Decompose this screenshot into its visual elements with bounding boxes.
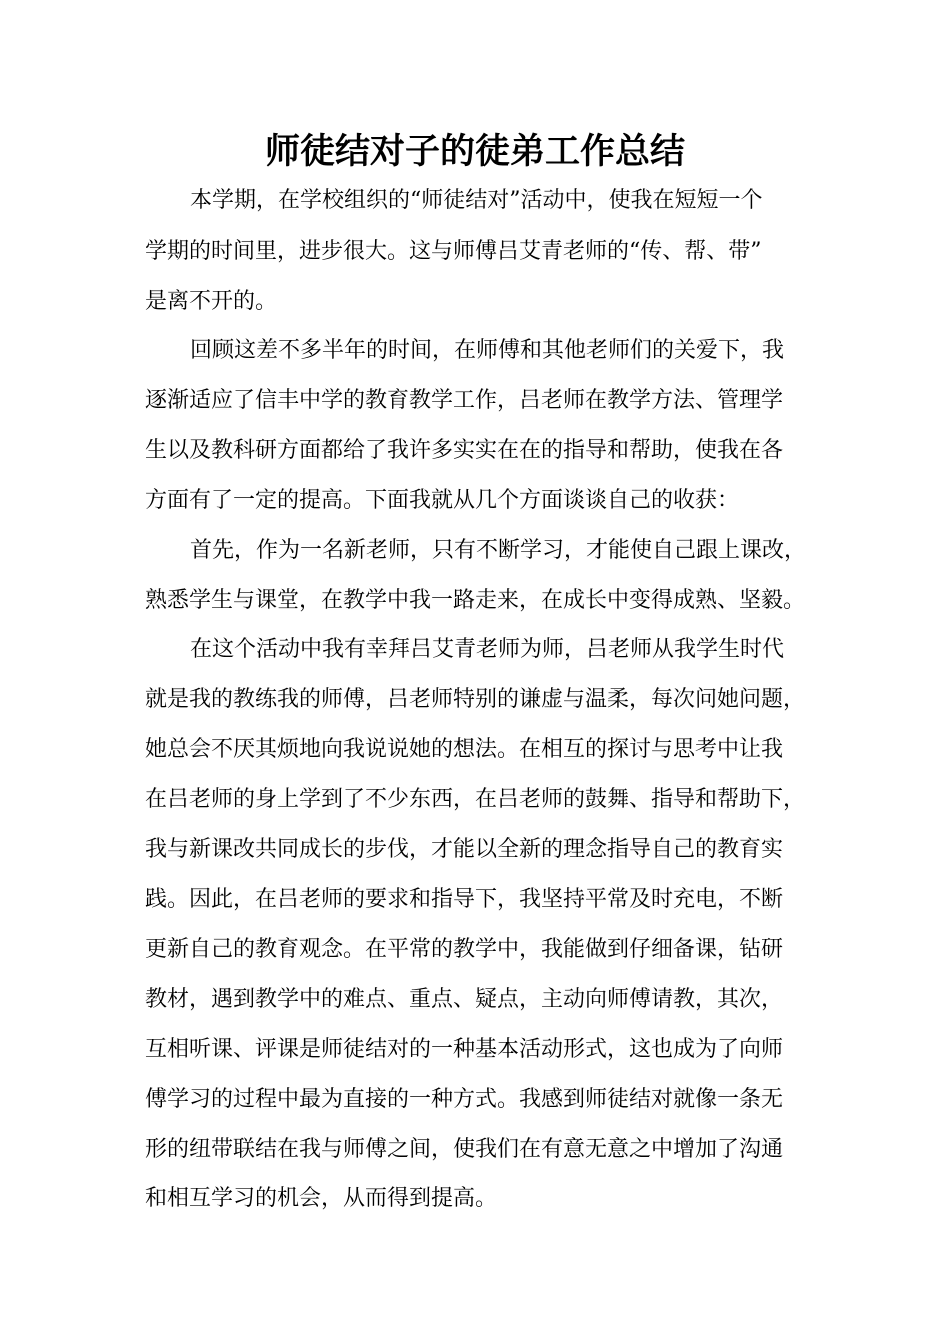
paragraph-4-line-2: 就是我的教练我的师傅，吕老师特别的谦虚与温柔，每次问她问题， — [145, 687, 806, 712]
paragraph-2-line-2: 逐渐适应了信丰中学的教育教学工作，吕老师在教学方法、管理学 — [145, 388, 784, 413]
paragraph-2-line-3: 生以及教科研方面都给了我许多实实在在的指导和帮助，使我在各 — [145, 438, 784, 463]
paragraph-4-line-11: 形的纽带联结在我与师傅之间，使我们在有意无意之中增加了沟通 — [145, 1137, 784, 1162]
paragraph-4-line-12: 和相互学习的机会，从而得到提高。 — [145, 1186, 498, 1211]
paragraph-2-line-4: 方面有了一定的提高。下面我就从几个方面谈谈自己的收获： — [145, 488, 740, 513]
paragraph-1-line-2: 学期的时间里，进步很大。这与师傅吕艾青老师的“传、帮、带” — [145, 239, 762, 264]
paragraph-4-line-8: 教材，遇到教学中的难点、重点、疑点，主动向师傅请教，其次， — [145, 987, 784, 1012]
paragraph-4-line-4: 在吕老师的身上学到了不少东西，在吕老师的鼓舞、指导和帮助下， — [145, 787, 806, 812]
document-title: 师徒结对子的徒弟工作总结 — [264, 132, 685, 172]
paragraph-3-line-2: 熟悉学生与课堂，在教学中我一路走来，在成长中变得成熟、坚毅。 — [145, 588, 806, 613]
paragraph-4-line-6: 践。因此，在吕老师的要求和指导下，我坚持平常及时充电，不断 — [145, 887, 784, 912]
paragraph-2-line-1: 回顾这差不多半年的时间，在师傅和其他老师们的关爱下，我 — [190, 338, 785, 363]
paragraph-4-line-3: 她总会不厌其烦地向我说说她的想法。在相互的探讨与思考中让我 — [145, 737, 784, 762]
paragraph-4-line-10: 傅学习的过程中最为直接的一种方式。我感到师徒结对就像一条无 — [145, 1087, 784, 1112]
paragraph-3-line-1: 首先，作为一名新老师，只有不断学习，才能使自己跟上课改， — [190, 538, 807, 563]
paragraph-4-line-1: 在这个活动中我有幸拜吕艾青老师为师，吕老师从我学生时代 — [190, 637, 785, 662]
paragraph-4-line-7: 更新自己的教育观念。在平常的教学中，我能做到仔细备课，钻研 — [145, 937, 784, 962]
paragraph-1-line-3: 是离不开的。 — [145, 289, 278, 314]
paragraph-1-line-1: 本学期，在学校组织的“师徒结对”活动中，使我在短短一个 — [190, 188, 763, 213]
paragraph-4-line-9: 互相听课、评课是师徒结对的一种基本活动形式，这也成为了向师 — [145, 1037, 784, 1062]
paragraph-4-line-5: 我与新课改共同成长的步伐，才能以全新的理念指导自己的教育实 — [145, 837, 784, 862]
